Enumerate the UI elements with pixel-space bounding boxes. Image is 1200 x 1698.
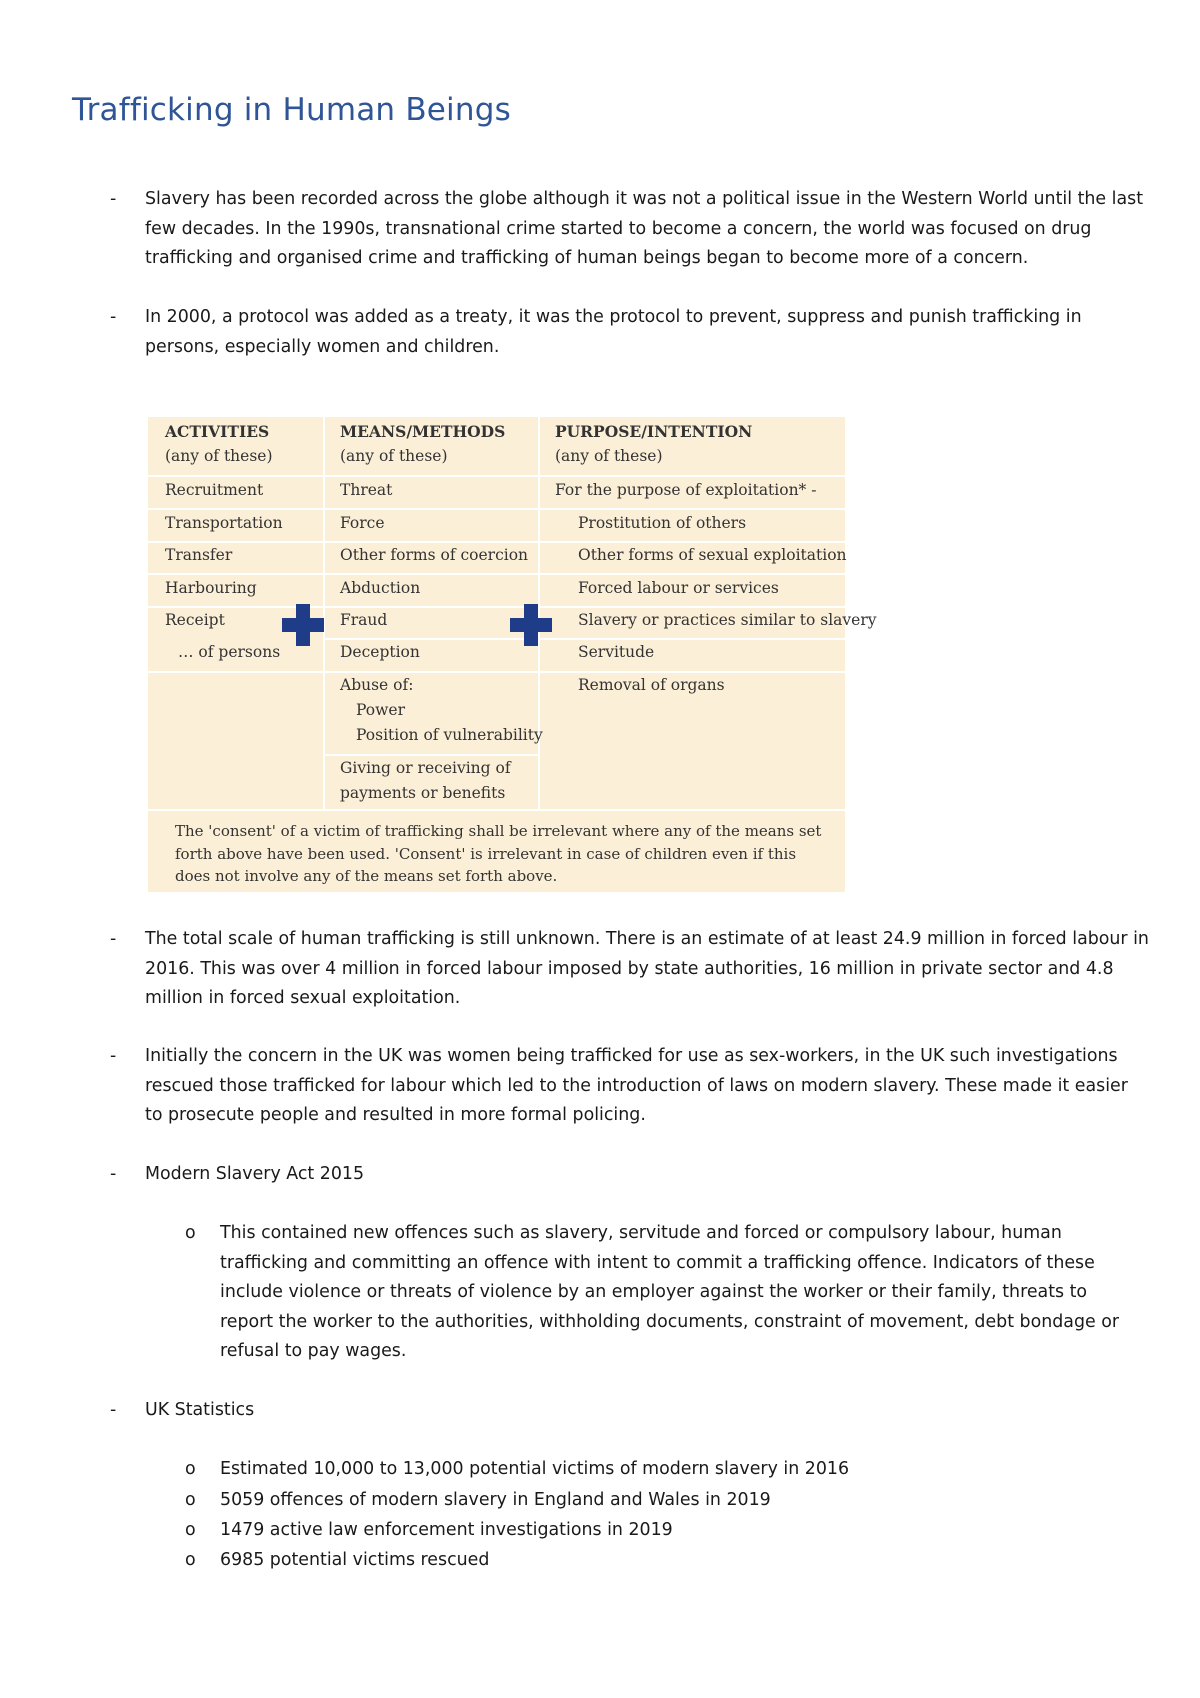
- purpose-item: Removal of organs: [578, 676, 725, 694]
- means-item: Abuse of:: [340, 676, 414, 694]
- sub-bullet-text: Estimated 10,000 to 13,000 potential victims of modern slavery in 2016: [220, 1459, 850, 1479]
- bullet-dash: -: [110, 1164, 117, 1184]
- purpose-header: PURPOSE/INTENTION: [555, 422, 753, 441]
- row-divider: [148, 508, 845, 510]
- means-item: Force: [340, 514, 385, 532]
- bullet-dash: -: [110, 929, 117, 949]
- means-item: Other forms of coercion: [340, 546, 529, 564]
- sub-bullet-text: 5059 offences of modern slavery in England and Wales in 2019: [220, 1490, 771, 1510]
- activity-item: Harbouring: [165, 579, 257, 597]
- row-divider: [148, 671, 845, 673]
- consent-footnote: The 'consent' of a victim of trafficking shall be irrelevant where any of the means set forth above have been used. 'Consent' is irrelevant in case of children even if this does not involve any of the means set forth above.: [175, 822, 822, 885]
- means-item: Threat: [340, 481, 393, 499]
- purpose-item: Prostitution of others: [578, 514, 747, 532]
- plus-icon: [510, 604, 552, 646]
- means-item: Fraud: [340, 611, 388, 629]
- row-divider: [148, 475, 845, 477]
- bullet-dash: -: [110, 1046, 117, 1066]
- sub-bullet-marker: o: [185, 1490, 196, 1510]
- sub-bullet-marker: o: [185, 1550, 196, 1570]
- row-divider: [148, 541, 845, 543]
- bullet-text: In 2000, a protocol was added as a treaty, it was the protocol to prevent, suppress and punish trafficking in persons, especially women and children.: [145, 307, 1082, 357]
- purpose-item: For the purpose of exploitation* -: [555, 481, 817, 499]
- purpose-subheader: (any of these): [555, 447, 663, 465]
- row-divider: [323, 754, 538, 756]
- means-header: MEANS/METHODS: [340, 422, 506, 441]
- activity-item: … of persons: [178, 643, 281, 661]
- row-divider: [148, 606, 845, 608]
- sub-bullet-text: This contained new offences such as slavery, servitude and forced or compulsory labour, human trafficking and committing an offence with intent to commit a trafficking offence. Indicators of these include violence or threats of violence by an employer against the worker or their family, threats to report the worker to the authorities, withholding documents, constraint of movement, debt bondage or refusal to pay wages.: [220, 1223, 1120, 1361]
- activities-header: ACTIVITIES: [165, 422, 270, 441]
- activity-item: Transportation: [165, 514, 283, 532]
- purpose-item: Servitude: [578, 643, 655, 661]
- sub-bullet-marker: o: [185, 1223, 196, 1243]
- means-item: Abduction: [340, 579, 421, 597]
- means-item: Power: [356, 701, 405, 719]
- means-item: Deception: [340, 643, 420, 661]
- means-item: Giving or receiving of: [340, 759, 511, 777]
- bullet-text: The total scale of human trafficking is still unknown. There is an estimate of at least 24.9 million in forced labour in 2016. This was over 4 million in forced labour imposed by state authorities, 16 million in private sector and 4.8 million in forced sexual exploitation.: [145, 929, 1149, 1008]
- bullet-text: Slavery has been recorded across the globe although it was not a political issue in the Western World until the last few decades. In the 1990s, transnational crime started to become a concern, the world was focused on drug trafficking and organised crime and trafficking of human beings began to become more of a concern.: [145, 189, 1144, 268]
- purpose-item: Forced labour or services: [578, 579, 779, 597]
- activity-item: Receipt: [165, 611, 225, 629]
- bullet-dash: -: [110, 1400, 117, 1420]
- bullet-text: Modern Slavery Act 2015: [145, 1164, 365, 1184]
- sub-bullet-marker: o: [185, 1459, 196, 1479]
- sub-bullet-text: 6985 potential victims rescued: [220, 1550, 490, 1570]
- means-item: payments or benefits: [340, 784, 506, 802]
- row-divider: [323, 638, 845, 640]
- bullet-dash: -: [110, 307, 117, 327]
- activity-item: Recruitment: [165, 481, 264, 499]
- row-divider: [148, 809, 845, 811]
- activities-subheader: (any of these): [165, 447, 273, 465]
- means-subheader: (any of these): [340, 447, 448, 465]
- plus-icon: [282, 604, 324, 646]
- sub-bullet-text: 1479 active law enforcement investigations in 2019: [220, 1520, 673, 1540]
- purpose-item: Slavery or practices similar to slavery: [578, 611, 877, 629]
- trafficking-definition-table: [148, 417, 877, 892]
- activity-item: Transfer: [165, 546, 233, 564]
- page-title: Trafficking in Human Beings: [72, 92, 511, 128]
- bullet-dash: -: [110, 189, 117, 209]
- bullet-text: Initially the concern in the UK was women being trafficked for use as sex-workers, in the UK such investigations rescued those trafficked for labour which led to the introduction of laws on modern slavery. These made it easier to prosecute people and resulted in more formal policing.: [145, 1046, 1128, 1125]
- means-item: Position of vulnerability: [356, 726, 543, 744]
- row-divider: [148, 573, 845, 575]
- bullet-text: UK Statistics: [145, 1400, 255, 1420]
- sub-bullet-marker: o: [185, 1520, 196, 1540]
- purpose-item: Other forms of sexual exploitation: [578, 546, 847, 564]
